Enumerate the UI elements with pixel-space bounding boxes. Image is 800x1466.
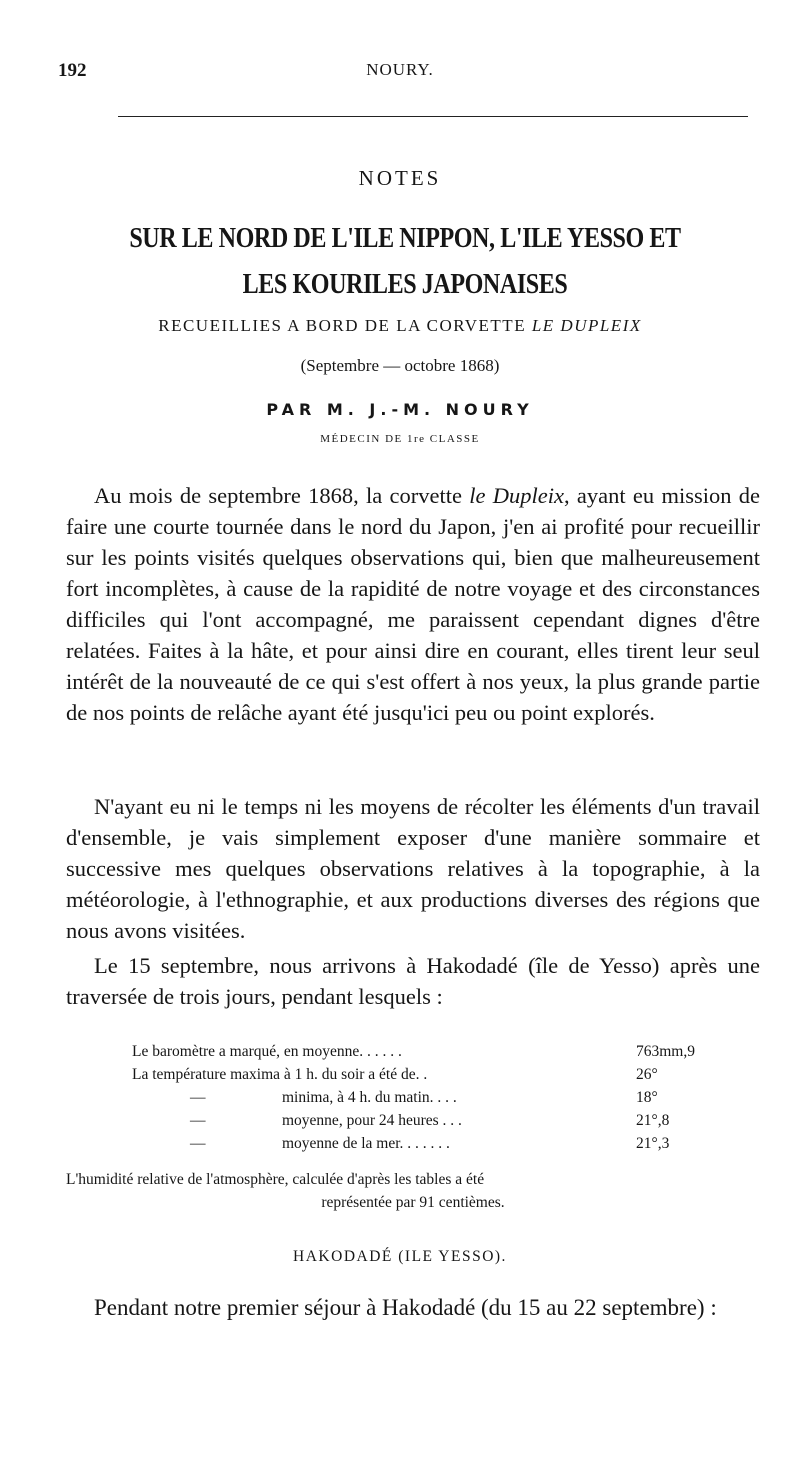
ditto-dash: — <box>190 1112 206 1129</box>
measurement-value: 26° <box>636 1066 658 1083</box>
author: PAR M. J.-M. NOURY <box>266 400 534 419</box>
author-title: MÉDECIN DE 1re CLASSE <box>320 433 480 445</box>
measurement-value: 18° <box>636 1089 658 1106</box>
p2-text: N'ayant eu ni le temps ni les moyens de récolter les éléments d'un travail d'ensemble, je vais simplement exposer d'une manière sommaire et successive mes quelques observations relatives à la topographie, à la météorologie, à l'ethnographie, et aux productions diverses des régions que nous avons visitées. <box>66 794 760 943</box>
measurement-row <box>132 1109 732 1132</box>
measurement-label: Le baromètre a marqué, en moyenne. . . . . . <box>132 1043 402 1060</box>
running-title: NOURY. <box>366 60 434 79</box>
main-title: SUR LE NORD DE L'ILE NIPPON, L'ILE YESSO ET LES KOURILES JAPONAISES <box>129 223 681 300</box>
date-line: (Septembre — octobre 1868) <box>300 356 500 375</box>
humidity-note-line-2: représentée par 91 centièmes. <box>321 1194 505 1211</box>
p3-text: Le 15 septembre, nous arrivons à Hakodadé (île de Yesso) après une traversée de trois jours, pendant lesquels : <box>66 953 760 1009</box>
header-rule <box>118 116 748 117</box>
measurement-value: 763mm,9 <box>636 1043 695 1060</box>
measurement-row <box>132 1086 732 1109</box>
measurement-value: 21°,8 <box>636 1112 670 1129</box>
measurement-label: moyenne, pour 24 heures . . . <box>282 1112 462 1129</box>
p1-end: , ayant eu mission de faire une courte tournée dans le nord du Japon, j'en ai profité pour recueillir sur les points visités quelques observations qui, bien que malheureusement fort incomplètes, à cause de la rapidité de notre voyage et des circonstances difficiles qui l'ont accompagné, me paraissent cependant dignes d'être relatées. Faites à la hâte, et pour ainsi dire en courant, elles tirent leur seul intérêt de la nouveauté de ce qui s'est offert à nos yeux, la plus grande partie de nos points de relâche ayant été jusqu'ici peu ou point explorés. <box>66 483 760 725</box>
measurement-label: minima, à 4 h. du matin. . . . <box>282 1089 457 1106</box>
p1-start: Au mois de septembre 1868, la corvette <box>94 483 470 508</box>
measurement-table <box>132 1040 732 1155</box>
paragraph-1 <box>66 480 760 728</box>
page-number: 192 <box>58 60 87 81</box>
paragraph-3 <box>66 950 760 1012</box>
measurement-label: La température maxima à 1 h. du soir a été de. . <box>132 1066 428 1083</box>
measurement-label: moyenne de la mer. . . . . . . <box>282 1135 450 1152</box>
ditto-dash: — <box>190 1135 206 1152</box>
humidity-note <box>66 1168 760 1214</box>
paragraph-4 <box>66 1292 760 1323</box>
paragraph-2 <box>66 791 760 946</box>
ditto-dash: — <box>190 1089 206 1106</box>
running-head <box>58 60 742 84</box>
measurement-value: 21°,3 <box>636 1135 670 1152</box>
p4-text: Pendant notre premier séjour à Hakodadé (du 15 au 22 septembre) : <box>94 1295 717 1320</box>
measurement-row <box>132 1132 732 1155</box>
subtitle-prefix: RECUEILLIES A BORD DE LA CORVETTE <box>158 316 527 335</box>
subtitle-ship: LE DUPLEIX <box>531 316 642 335</box>
title-notes: NOTES <box>358 166 442 190</box>
measurement-row <box>132 1063 732 1086</box>
subtitle <box>0 316 800 336</box>
measurement-row <box>132 1040 732 1063</box>
p1-ship-name: le Dupleix <box>469 483 565 508</box>
section-heading: HAKODADÉ (ILE YESSO). <box>293 1248 507 1265</box>
humidity-note-line-1: L'humidité relative de l'atmosphère, calculée d'après les tables a été <box>66 1171 485 1188</box>
